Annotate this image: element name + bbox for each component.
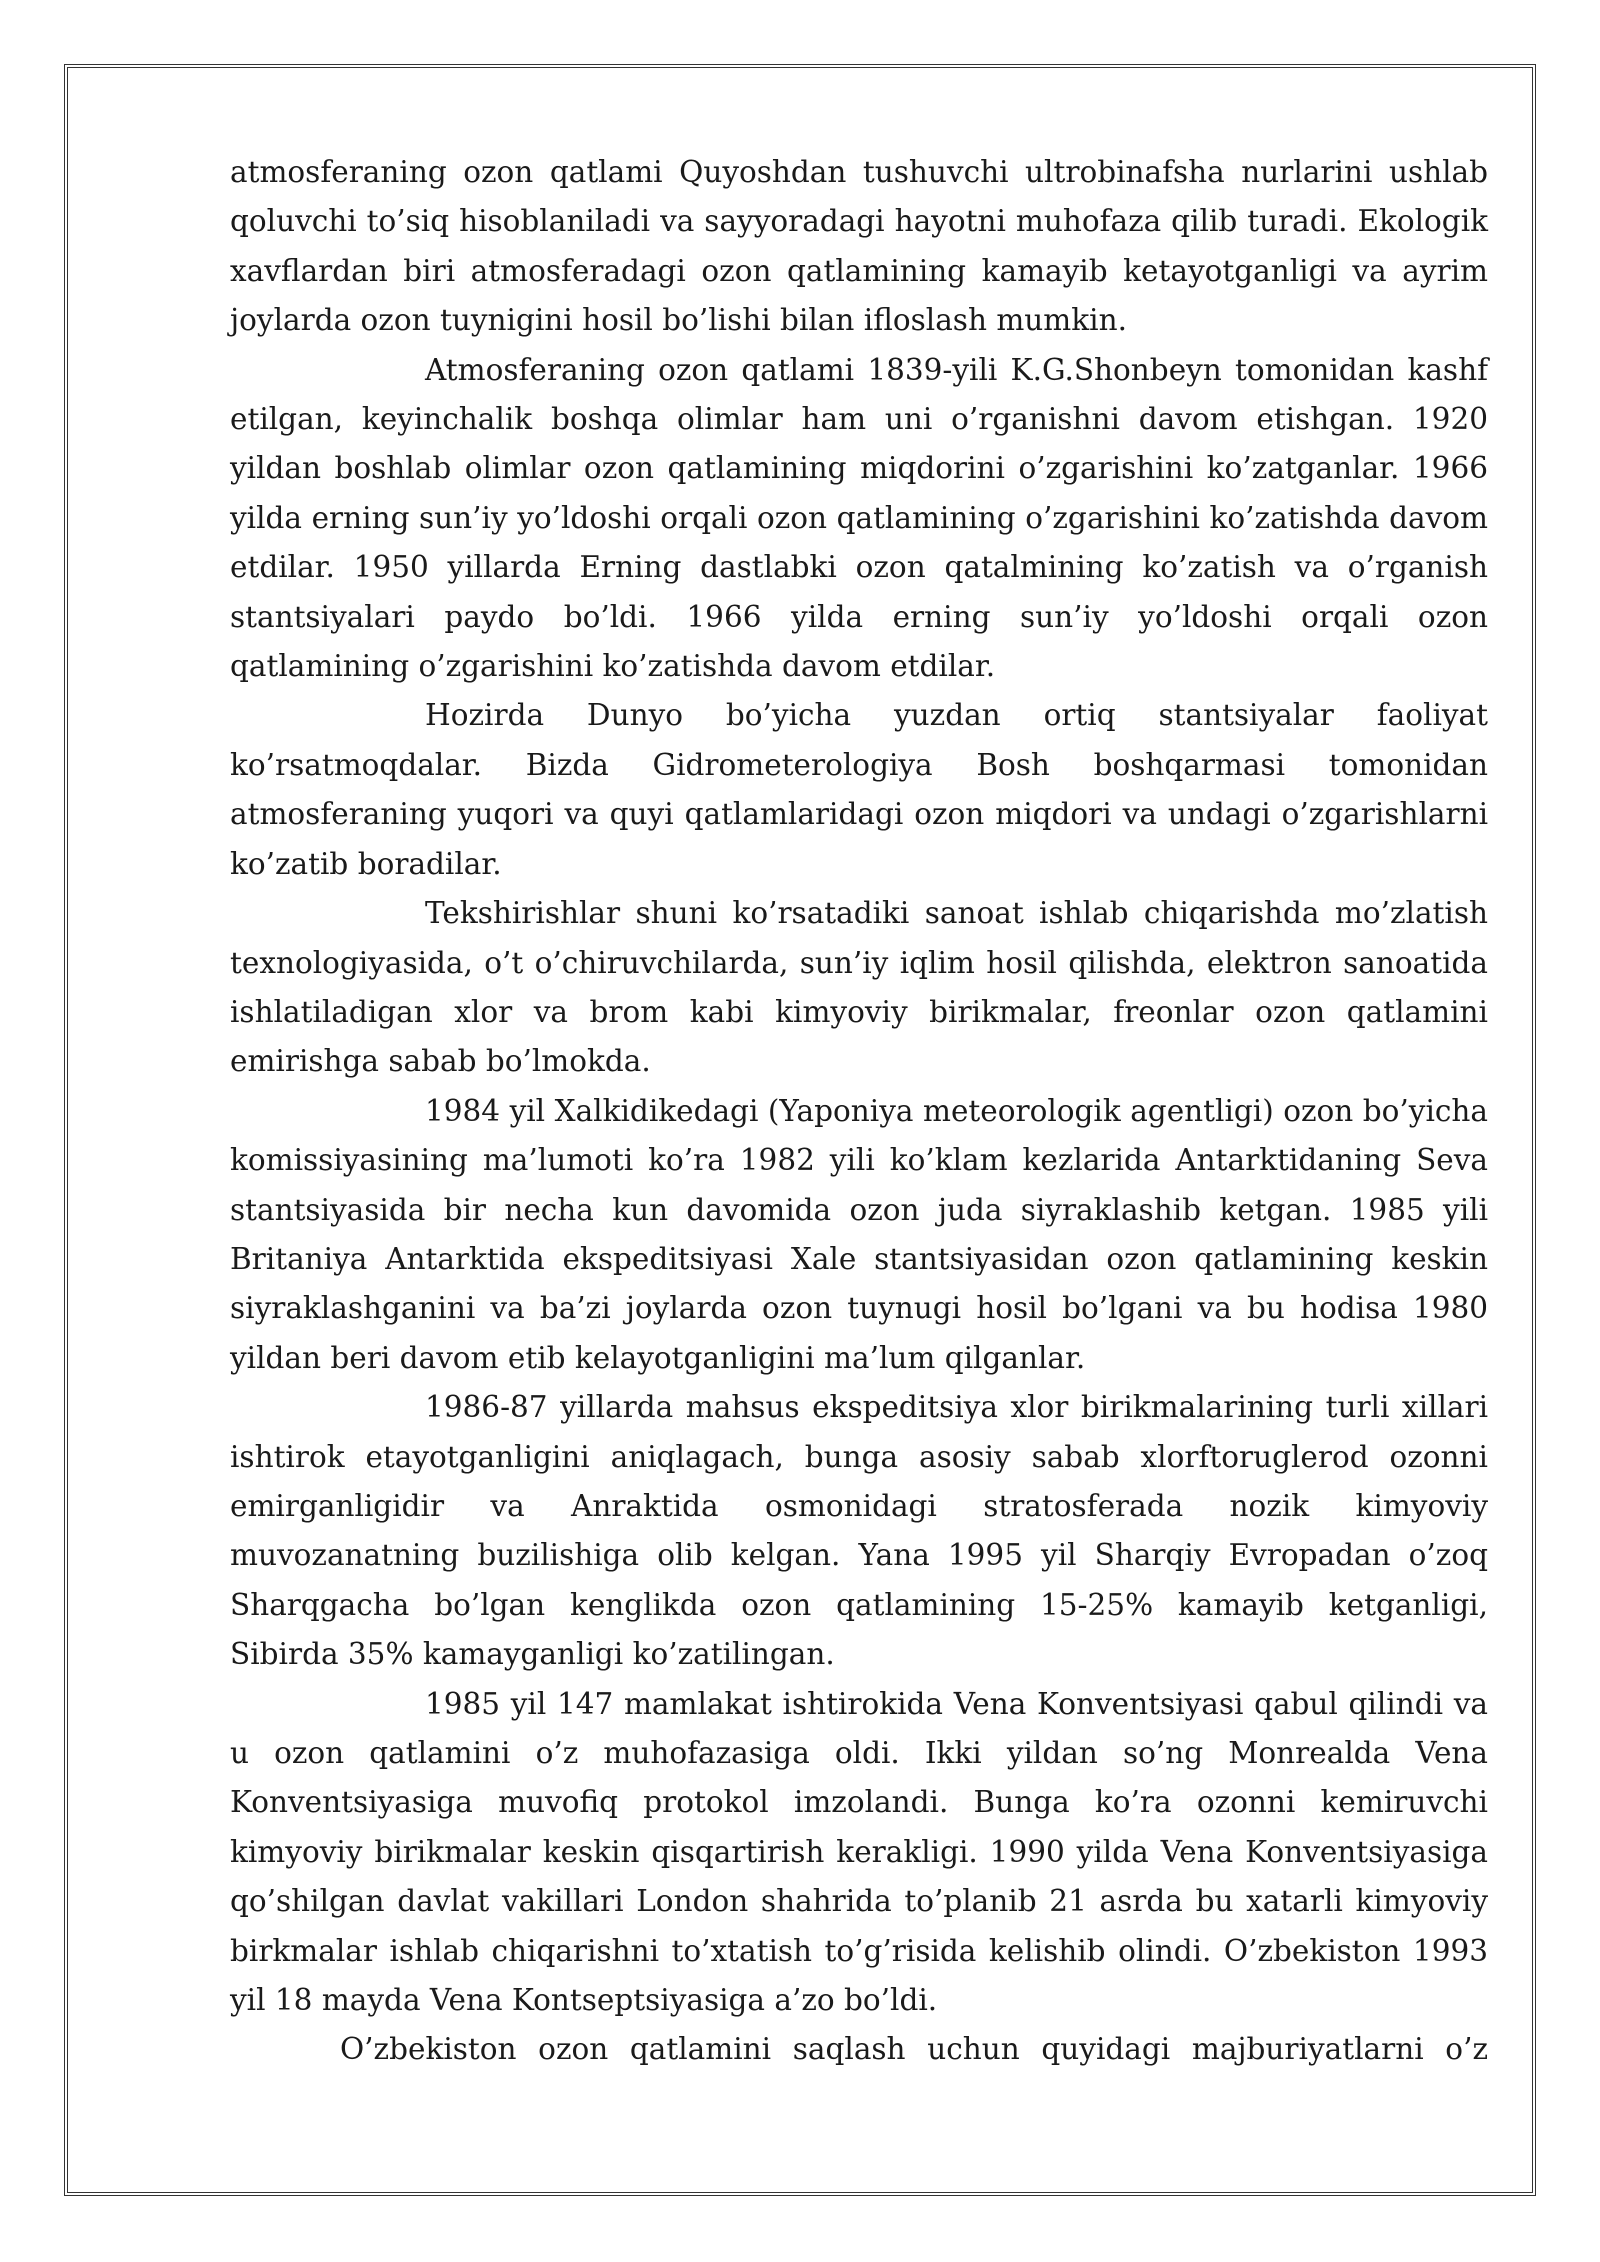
paragraph-expedition-findings: 1986-87 yillarda mahsus ekspeditsiya xlor birikmalarining turli xillari ishtirok etayotganligini aniqlagach, bunga asosiy sabab xlorftoruglerod ozonni emirganligidir va Anraktida osmonidagi stratosferada nozik kimyoviy muvozanatning buzilishiga olib kelgan. Yana 1995 yil Sharqiy Evropadan o’zoq Sharqgacha bo’lgan kenglikda ozon qatlamining 15-25% kamayib ketganligi, Sibirda 35% kamayganligi ko’zatilingan. — [230, 1390, 1488, 1672]
paragraph-antarctic-observations: 1984 yil Xalkidikedagi (Yaponiya meteorologik agentligi) ozon bo’yicha komissiyasining ma’lumoti ko’ra 1982 yili ko’klam kezlarida Antarktidaning Seva stantsiyasida bir necha kun davomida ozon juda siyraklashib ketgan. 1985 yili Britaniya Antarktida ekspeditsiyasi Xale stantsiyasidan ozon qatlamining keskin siyraklashganini va ba’zi joylarda ozon tuynugi hosil bo’lgani va bu hodisa 1980 yildan beri davom etib kelayotganligini ma’lum qilganlar. — [230, 1093, 1488, 1375]
paragraph-ozone-discovery: Atmosferaning ozon qatlami 1839-yili K.G.Shonbeyn tomonidan kashf etilgan, keyinchalik boshqa olimlar ham uni o’rganishni davom etishgan. 1920 yildan boshlab olimlar ozon qatlamining miqdorini o’zgarishini ko’zatganlar. 1966 yilda erning sun’iy yo’ldoshi orqali ozon qatlamining o’zgarishini ko’zatishda davom etdilar. 1950 yillarda Erning dastlabki ozon qatalmining ko’zatish va o’rganish stantsiyalari paydo bo’ldi. 1966 yilda erning sun’iy yo’ldoshi orqali ozon qatlamining o’zgarishini ko’zatishda davom etdilar. — [230, 352, 1488, 684]
document-body — [230, 148, 1488, 2075]
paragraph-chemical-causes: Tekshirishlar shuni ko’rsatadiki sanoat ishlab chiqarishda mo’zlatish texnologiyasida, o’t o’chiruvchilarda, sun’iy iqlim hosil qilishda, elektron sanoatida ishlatiladigan xlor va brom kabi kimyoviy birikmalar, freonlar ozon qatlamini emirishga sabab bo’lmokda. — [230, 896, 1488, 1079]
paragraph-ozone-intro: atmosferaning ozon qatlami Quyoshdan tushuvchi ultrobinafsha nurlarini ushlab qoluvchi to’siq hisoblaniladi va sayyoradagi hayotni muhofaza qilib turadi. Ekologik xavflardan biri atmosferadagi ozon qatlamining kamayib ketayotganligi va ayrim joylarda ozon tuynigini hosil bo’lishi bilan ifloslash mumkin. — [230, 155, 1488, 338]
paragraph-uzbekistan-obligations: O’zbekiston ozon qatlamini saqlash uchun quyidagi majburiyatlarni o’z — [340, 2032, 1488, 2067]
paragraph-monitoring-stations: Hozirda Dunyo bo’yicha yuzdan ortiq stantsiyalar faoliyat ko’rsatmoqdalar. Bizda Gidrometerologiya Bosh boshqarmasi tomonidan atmosferaning yuqori va quyi qatlamlaridagi ozon miqdori va undagi o’zgarishlarni ko’zatib boradilar. — [230, 698, 1488, 881]
paragraph-vienna-convention: 1985 yil 147 mamlakat ishtirokida Vena Konventsiyasi qabul qilindi va u ozon qatlamini o’z muhofazasiga oldi. Ikki yildan so’ng Monrealda Vena Konventsiyasiga muvofiq protokol imzolandi. Bunga ko’ra ozonni kemiruvchi kimyoviy birikmalar keskin qisqartirish kerakligi. 1990 yilda Vena Konventsiyasiga qo’shilgan davlat vakillari London shahrida to’planib 21 asrda bu xatarli kimyoviy birkmalar ishlab chiqarishni to’xtatish to’g’risida kelishib olindi. O’zbekiston 1993 yil 18 mayda Vena Kontseptsiyasiga a’zo bo’ldi. — [230, 1686, 1488, 2018]
